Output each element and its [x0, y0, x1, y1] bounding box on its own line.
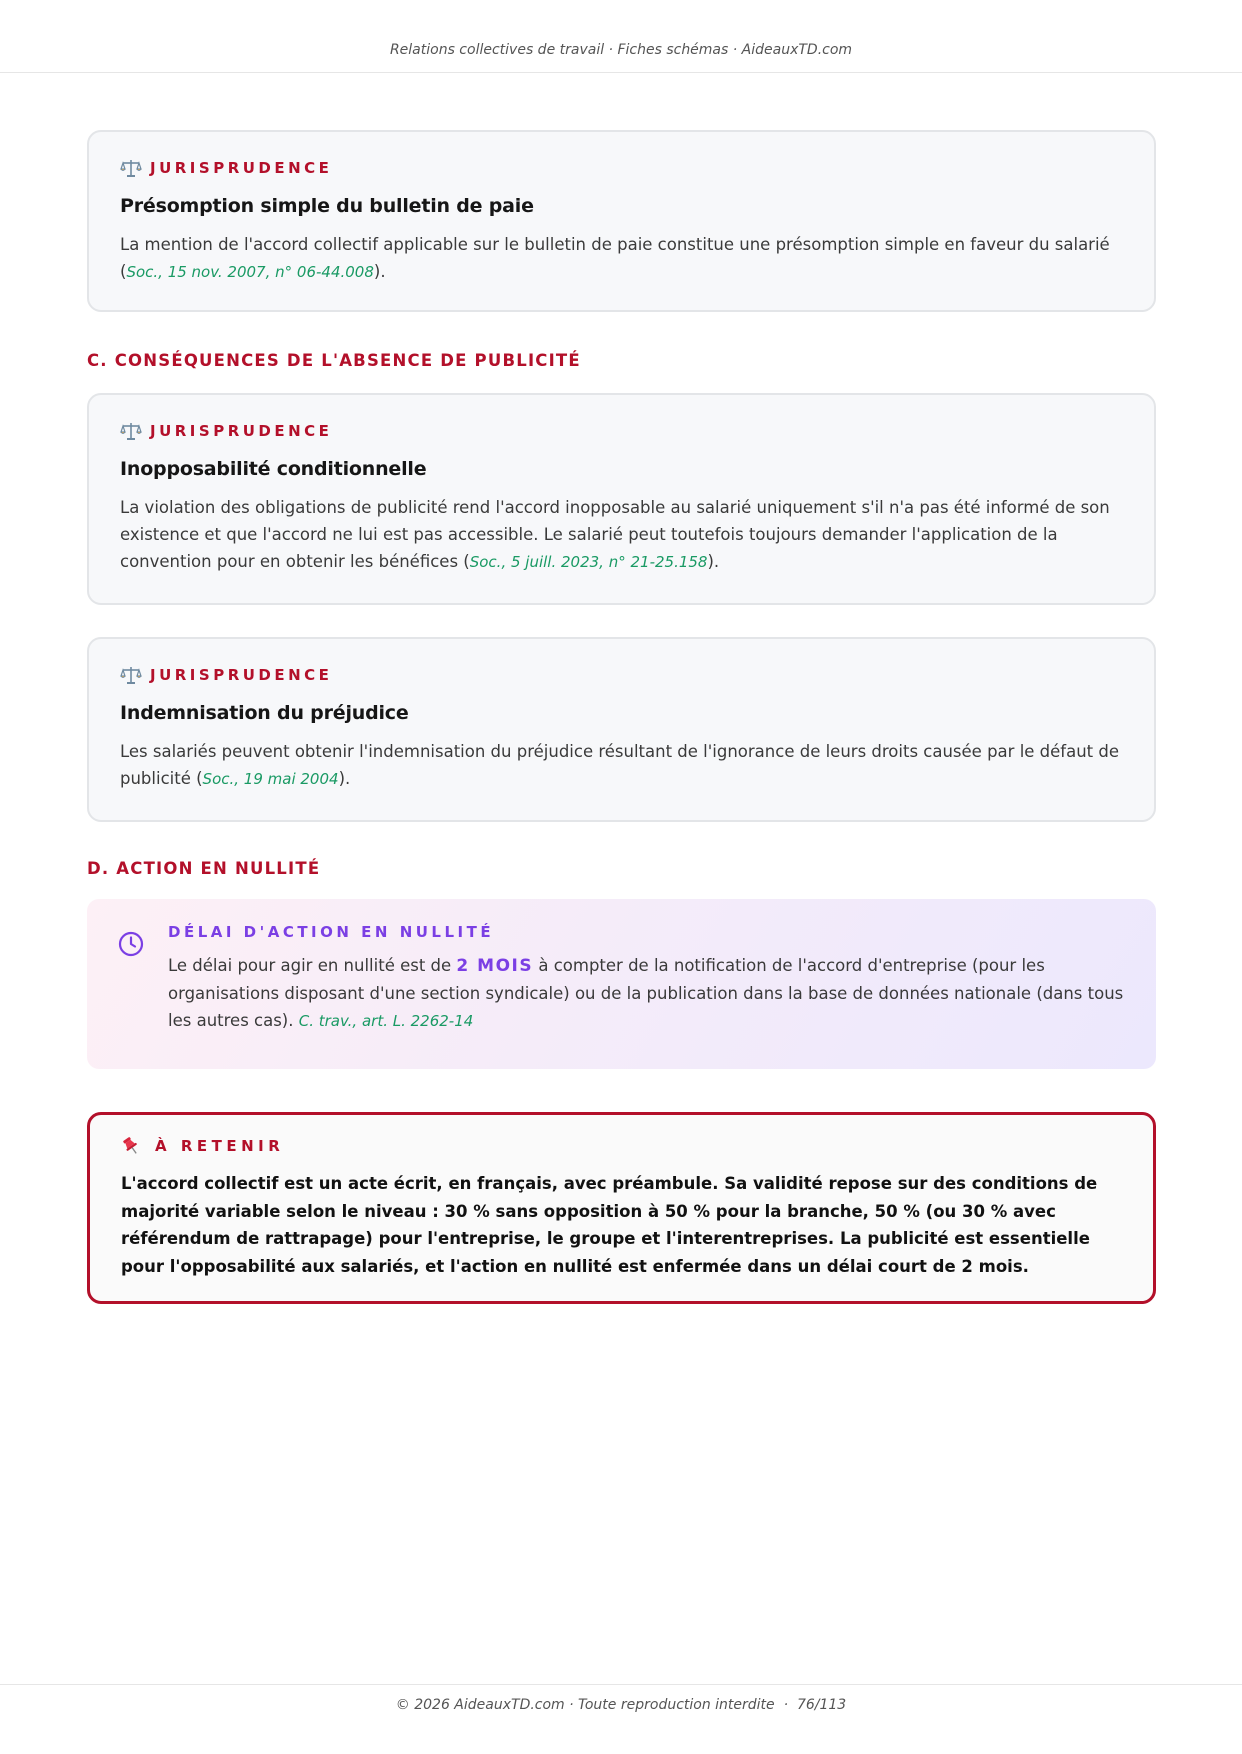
footer-copyright: © 2026 AideauxTD.com · Toute reproduction interdite	[395, 1697, 775, 1713]
retain-text: L'accord collectif est un acte écrit, en français, avec préambule. Sa validité repose sur des conditions de majorité variable selon le niveau : 30 % sans opposition à 50 % pour la branche, 50 % (ou 30 % avec référendum de rattrapage) pour l'entreprise, le groupe et l'interentreprises. La publicité est essentielle pour l'opposabilité aux salariés, et l'action en nullité est enfermée dans un délai court de 2 mois.	[121, 1174, 1098, 1276]
delay-callout	[87, 899, 1156, 1069]
delay-text: Le délai pour agir en nullité est de 2 MOIS à compter de la notification de l'accord d'entreprise (pour les organisations disposant d'une section syndicale) ou de la publication dans la base de données nationale (dans tous les autres cas). C. trav., art. L. 2262-14	[168, 956, 1124, 1030]
jurisprudence-tag	[120, 665, 1124, 685]
box-text: La violation des obligations de publicité rend l'accord inopposable au salarié uniquement s'il n'a pas été informé de son existence et que l'accord ne lui est pas accessible. Le salarié peut toutefois toujours demander l'application de la convention pour en obtenir les bénéfices (Soc., 5 juill. 2023, n° 21-25.158).	[120, 498, 1110, 571]
citation: Soc., 5 juill. 2023, n° 21-25.158	[469, 553, 708, 571]
jurisprudence-box-3	[87, 637, 1156, 822]
jurisprudence-label: JURISPRUDENCE	[150, 666, 333, 684]
section-heading-d: D. ACTION EN NULLITÉ	[87, 859, 321, 878]
running-title: Relations collectives de travail · Fiches schémas · AideauxTD.com	[389, 42, 853, 58]
page-number: 76/113	[796, 1697, 847, 1713]
jurisprudence-tag	[120, 158, 1124, 178]
footer-separator: ·	[783, 1697, 789, 1713]
retain-tag	[121, 1135, 1123, 1157]
box-text: La mention de l'accord collectif applicable sur le bulletin de paie constitue une présomption simple en faveur du salarié (Soc., 15 nov. 2007, n° 06-44.008).	[120, 235, 1110, 281]
scale-icon	[120, 158, 142, 178]
delay-highlight: 2 MOIS	[456, 956, 534, 976]
footer-line	[396, 1697, 846, 1713]
page-header	[0, 0, 1242, 73]
retain-label: À RETENIR	[155, 1137, 285, 1155]
jurisprudence-label: JURISPRUDENCE	[150, 422, 333, 440]
box-text: Les salariés peuvent obtenir l'indemnisation du préjudice résultant de l'ignorance de leurs droits causée par le défaut de publicité (Soc., 19 mai 2004).	[120, 742, 1120, 788]
jurisprudence-label: JURISPRUDENCE	[150, 159, 333, 177]
jurisprudence-box-1	[87, 130, 1156, 312]
citation: Soc., 15 nov. 2007, n° 06-44.008	[126, 263, 374, 281]
scale-icon	[120, 421, 142, 441]
box-title: Inopposabilité conditionnelle	[120, 458, 427, 480]
jurisprudence-box-2	[87, 393, 1156, 605]
delay-label: DÉLAI D'ACTION EN NULLITÉ	[168, 923, 495, 941]
pushpin-icon	[121, 1136, 141, 1156]
section-heading-c: C. CONSÉQUENCES DE L'ABSENCE DE PUBLICITÉ	[87, 351, 581, 370]
box-title: Indemnisation du préjudice	[120, 702, 409, 724]
retain-callout	[87, 1112, 1156, 1304]
citation: Soc., 19 mai 2004	[202, 770, 339, 788]
page-footer	[0, 1684, 1242, 1754]
box-title: Présomption simple du bulletin de paie	[120, 195, 534, 217]
jurisprudence-tag	[120, 421, 1124, 441]
citation: C. trav., art. L. 2262-14	[298, 1012, 474, 1030]
clock-icon	[118, 931, 144, 957]
scale-icon	[120, 665, 142, 685]
